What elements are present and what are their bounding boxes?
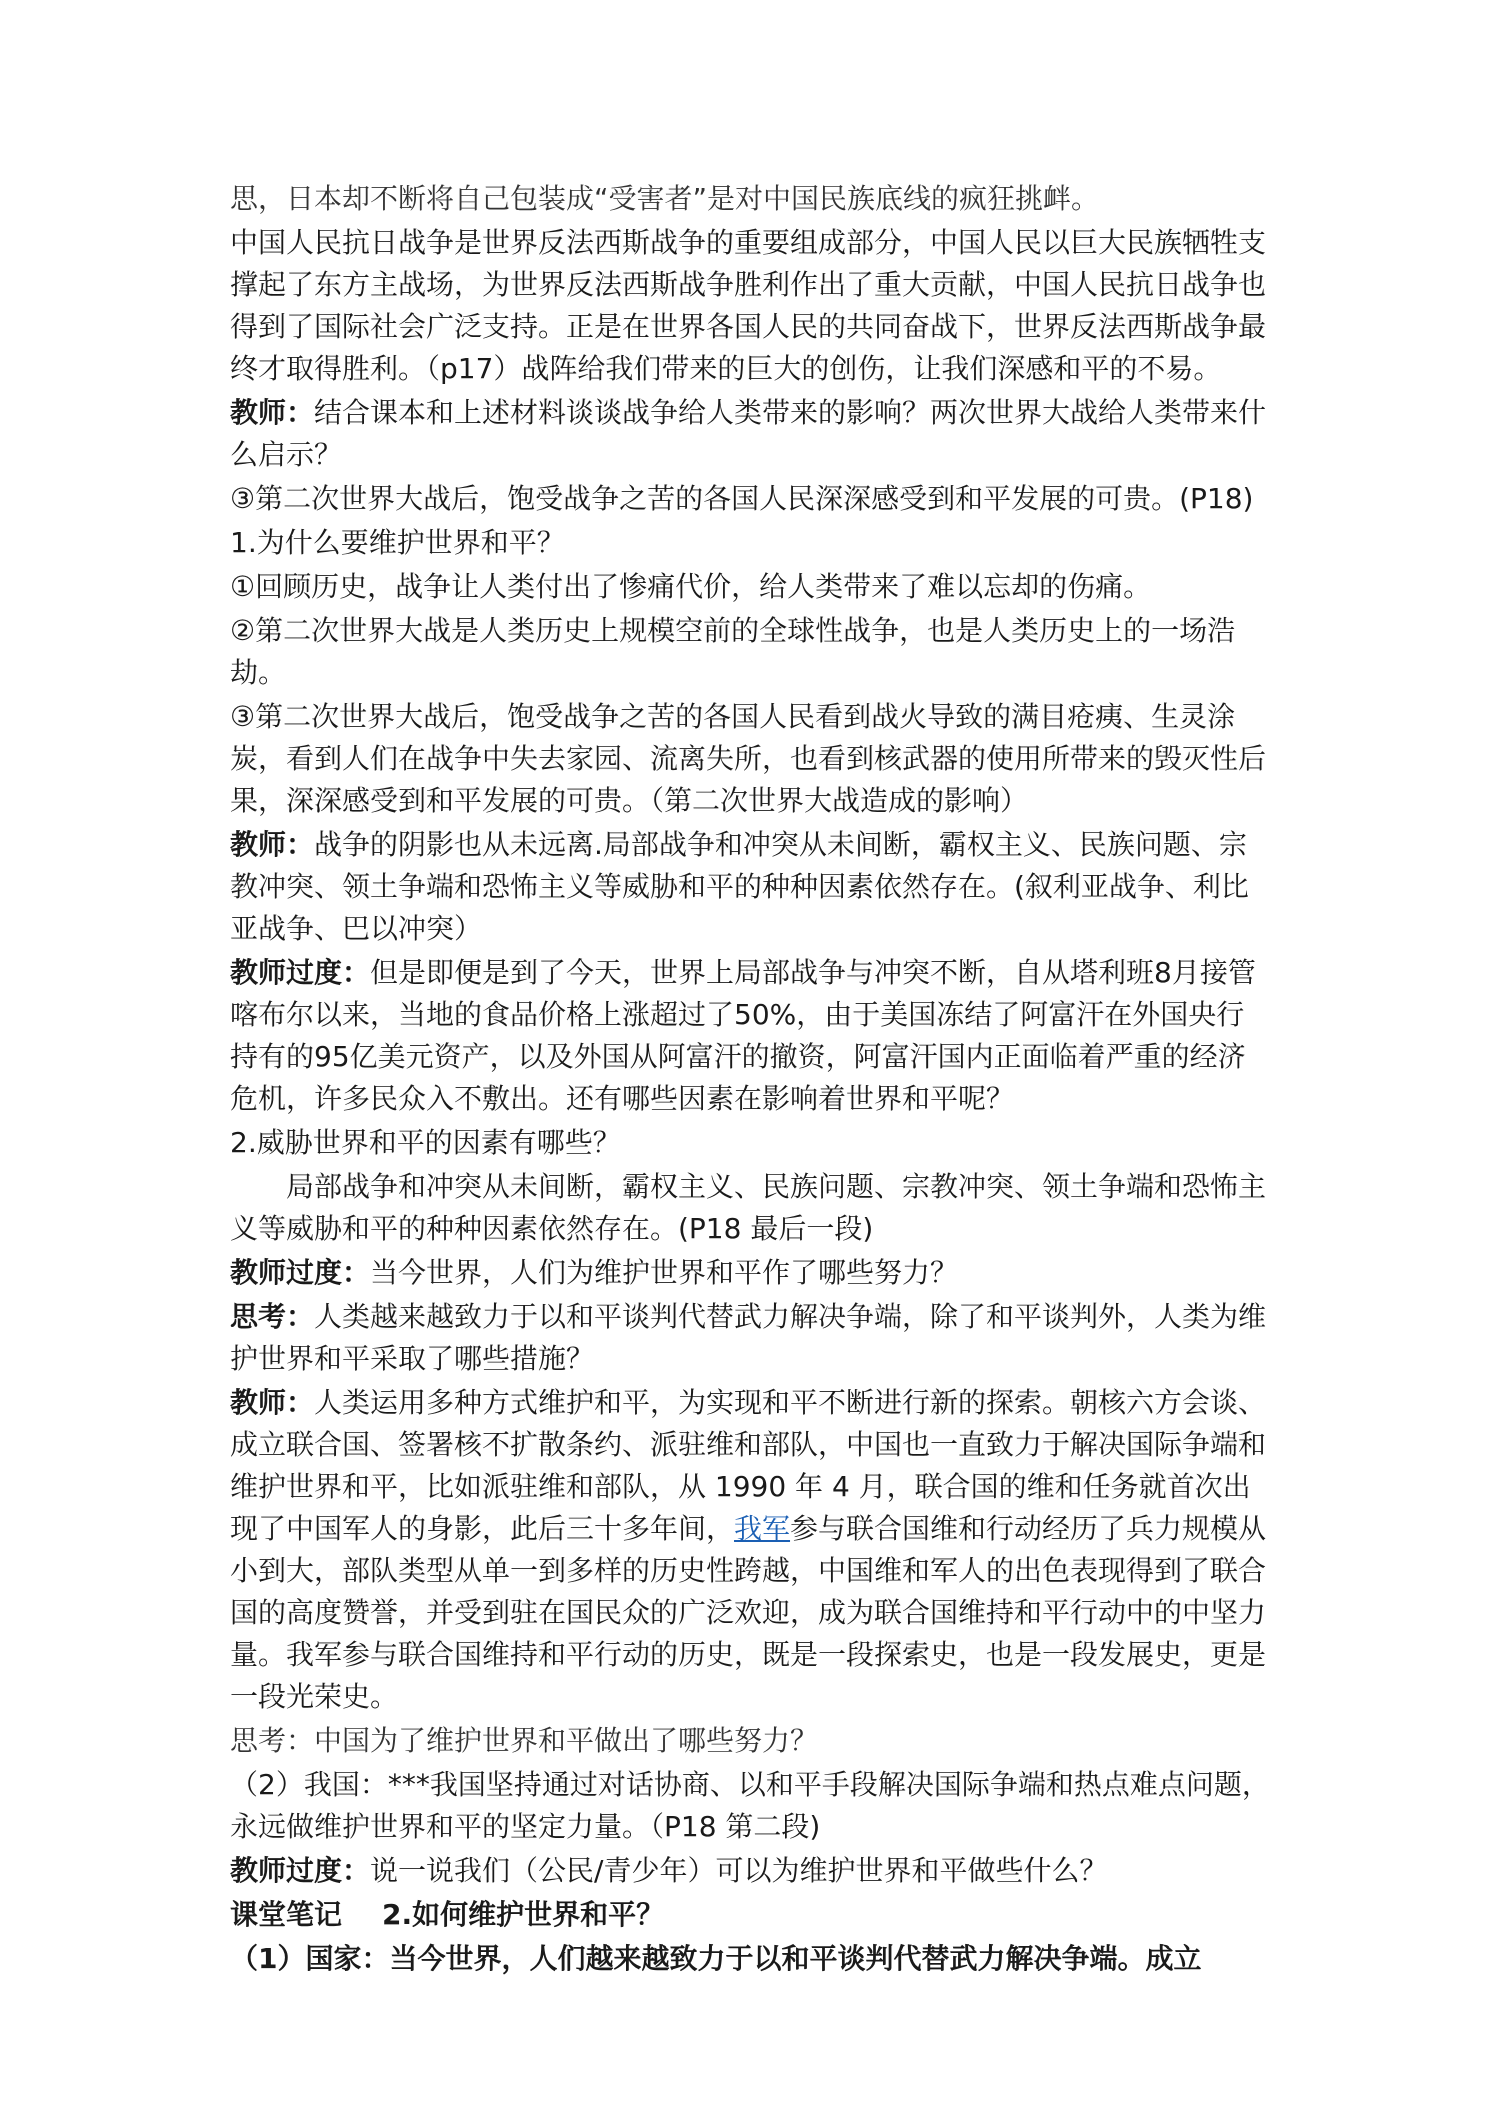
our-army-link[interactable]: 我军 [734, 1512, 791, 1545]
paragraph-transition-1 [230, 952, 1270, 1120]
teacher-transition-label: 教师过度： [230, 956, 371, 989]
paragraph-country: （1）国家：当今世界，人们越来越致力于以和平谈判代替武力解决争端。成立 [230, 1942, 1202, 1975]
paragraph-4: ③第二次世界大战后，饱受战争之苦的各国人民深深感受到和平发展的可贵。(P18) [230, 482, 1254, 515]
paragraph-think-2: 思考：中国为了维护世界和平做出了哪些努力？ [230, 1724, 819, 1757]
paragraph-3-text: 结合课本和上述材料谈谈战争给人类带来的影响？两次世界大战给人类带来什么启示？ [230, 396, 1267, 471]
class-notes-title: 2.如何维护世界和平？ [382, 1898, 665, 1931]
teacher-transition-label: 教师过度： [230, 1854, 371, 1887]
teacher-label: 教师： [230, 828, 315, 861]
paragraph-our-country: （2）我国：***我国坚持通过对话协商、以和平手段解决国际争端和热点难点问题，永远做维护世界和平的坚定力量。（P18 第二段) [230, 1768, 1270, 1843]
paragraph-3 [230, 392, 1270, 476]
question-1-heading: 1.为什么要维护世界和平？ [230, 526, 565, 559]
paragraph-transition-1-text: 但是即便是到了今天，世界上局部战争与冲突不断，自从塔利班8月接管喀布尔以来，当地的食品价格上涨超过了50%，由于美国冻结了阿富汗在外国央行持有的95亿美元资产，以及外国从阿富汗的撤资，阿富汗国内正面临着严重的经济危机，许多民众入不敷出。还有哪些因素在影响着世界和平呢？ [230, 956, 1256, 1115]
paragraph-teacher-3-text-after: 参与联合国维和行动经历了兵力规模从小到大，部队类型从单一到多样的历史性跨越，中国维和军人的出色表现得到了联合国的高度赞誉，并受到驻在国民众的广泛欢迎，成为联合国维持和平行动中的中坚力量。我军参与联合国维持和平行动的历史，既是一段探索史，也是一段发展史，更是一段光荣史。 [230, 1512, 1267, 1713]
point-1: ①回顾历史，战争让人类付出了惨痛代价，给人类带来了难以忘却的伤痛。 [230, 570, 1152, 603]
teacher-transition-label: 教师过度： [230, 1256, 371, 1289]
point-3: ③第二次世界大战后，饱受战争之苦的各国人民看到战火导致的满目疮痍、生灵涂炭，看到人们在战争中失去家园、流离失所，也看到核武器的使用所带来的毁灭性后果，深深感受到和平发展的可贵。（第二次世界大战造成的影响） [230, 700, 1267, 817]
paragraph-teacher-2 [230, 824, 1270, 950]
think-label: 思考： [230, 1300, 315, 1333]
document-page [230, 178, 1270, 1982]
point-2: ②第二次世界大战是人类历史上规模空前的全球性战争，也是人类历史上的一场浩劫。 [230, 614, 1236, 689]
teacher-label: 教师： [230, 396, 315, 429]
paragraph-transition-2 [230, 1252, 1270, 1294]
question-2-answer: 局部战争和冲突从未间断，霸权主义、民族问题、宗教冲突、领土争端和恐怖主义等威胁和平的种种因素依然存在。(P18 最后一段) [230, 1170, 1267, 1245]
paragraph-transition-2-text: 当今世界，人们为维护世界和平作了哪些努力？ [370, 1256, 959, 1289]
class-notes-heading [230, 1894, 1270, 1936]
paragraph-transition-3-text: 说一说我们（公民/青少年）可以为维护世界和平做些什么？ [370, 1854, 1108, 1887]
teacher-label: 教师： [230, 1386, 315, 1419]
paragraph-teacher-3-text-before: 人类运用多种方式维护和平，为实现和平不断进行新的探索。朝核六方会谈、成立联合国、签署核不扩散条约、派驻维和部队，中国也一直致力于解决国际争端和维护世界和平，比如派驻维和部队，从 1990 年 4 月，联合国的维和任务就首次出现了中国军人的身影，此后三十多年间， [230, 1386, 1267, 1545]
paragraph-think-1-text: 人类越来越致力于以和平谈判代替武力解决争端，除了和平谈判外，人类为维护世界和平采取了哪些措施？ [230, 1300, 1267, 1375]
paragraph-teacher-2-text: 战争的阴影也从未远离.局部战争和冲突从未间断，霸权主义、民族问题、宗教冲突、领土争端和恐怖主义等威胁和平的种种因素依然存在。(叙利亚战争、利比亚战争、巴以冲突） [230, 828, 1249, 945]
class-notes-label: 课堂笔记 [230, 1898, 343, 1931]
paragraph-1: 思，日本却不断将自己包装成“受害者”是对中国民族底线的疯狂挑衅。 [230, 182, 1100, 215]
paragraph-2: 中国人民抗日战争是世界反法西斯战争的重要组成部分，中国人民以巨大民族牺牲支撑起了东方主战场，为世界反法西斯战争胜利作出了重大贡献，中国人民抗日战争也得到了国际社会广泛支持。正是在世界各国人民的共同奋战下，世界反法西斯战争最终才取得胜利。（p17）战阵给我们带来的巨大的创伤，让我们深感和平的不易。 [230, 226, 1267, 385]
paragraph-teacher-3 [230, 1382, 1270, 1718]
paragraph-transition-3 [230, 1850, 1270, 1892]
question-2-heading: 2.威胁世界和平的因素有哪些？ [230, 1126, 621, 1159]
paragraph-think-1 [230, 1296, 1270, 1380]
